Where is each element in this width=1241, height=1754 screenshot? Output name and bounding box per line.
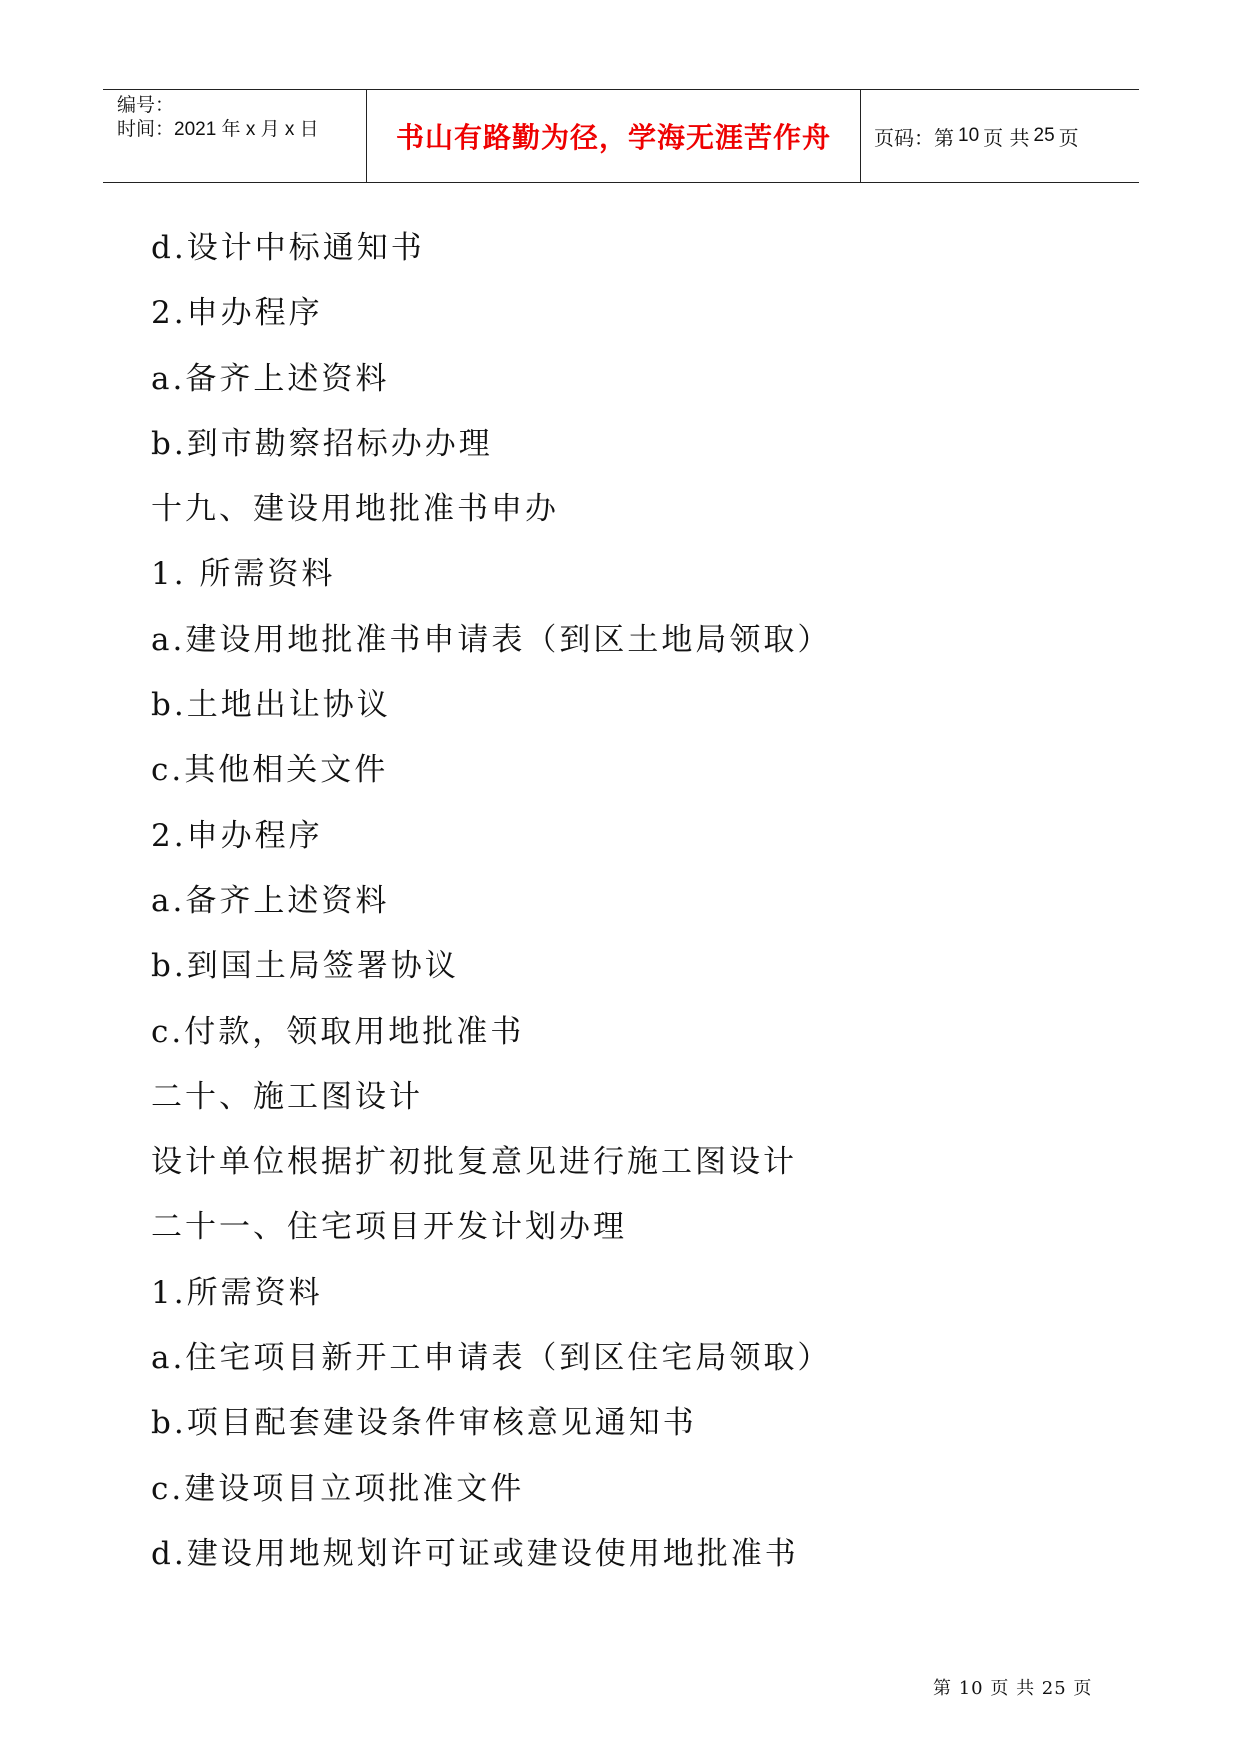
body-line: a.建设用地批准书申请表（到区土地局领取） (151, 621, 832, 658)
header-page-cell (861, 90, 1139, 182)
body-line: 1. 所需资料 (151, 556, 336, 593)
body-line: a.备齐上述资料 (151, 882, 390, 919)
body-line: 设计单位根据扩初批复意见进行施工图设计 (151, 1144, 797, 1181)
body-line: c.付款，领取用地批准书 (151, 1013, 525, 1050)
body-line: 1.所需资料 (151, 1274, 323, 1311)
body-line: b.项目配套建设条件审核意见通知书 (151, 1405, 697, 1442)
body-line: d.设计中标通知书 (151, 230, 425, 266)
body-line: 2.申办程序 (151, 817, 323, 854)
body-line: 2.申办程序 (151, 295, 323, 332)
document-header (103, 89, 1139, 183)
body-line: a.住宅项目新开工申请表（到区住宅局领取） (151, 1340, 832, 1377)
body-line: b.到市勘察招标办办理 (151, 425, 493, 462)
body-line: c.建设项目立项批准文件 (151, 1470, 525, 1507)
body-line: b.到国土局签署协议 (151, 948, 459, 985)
body-line: d.建设用地规划许可证或建设使用地批准书 (151, 1535, 799, 1572)
section-heading: 二十一、住宅项目开发计划办理 (151, 1209, 627, 1246)
body-line: c.其他相关文件 (151, 752, 389, 789)
page-footer: 第 10 页 共 25 页 (933, 1678, 1093, 1699)
serial-number-label: 编号： (117, 95, 175, 116)
section-heading: 十九、建设用地批准书申办 (151, 491, 559, 528)
page-prefix: 页码：第 (874, 125, 954, 150)
body-line: a.备齐上述资料 (151, 360, 390, 397)
header-motto-cell (367, 90, 861, 182)
page-suffix: 页 (1058, 125, 1079, 150)
page-current: 10 (958, 125, 980, 146)
page-total: 25 (1033, 125, 1055, 146)
header-meta-cell (103, 90, 367, 182)
page-middle: 页 共 (983, 125, 1030, 150)
motto-text: 书山有路勤为径，学海无涯苦作舟 (395, 121, 831, 154)
section-heading: 二十、施工图设计 (151, 1078, 423, 1115)
date-label: 时间：2021 年 x 月 x 日 (117, 119, 319, 140)
body-line: b.土地出让协议 (151, 687, 391, 724)
document-body (151, 216, 1101, 1587)
